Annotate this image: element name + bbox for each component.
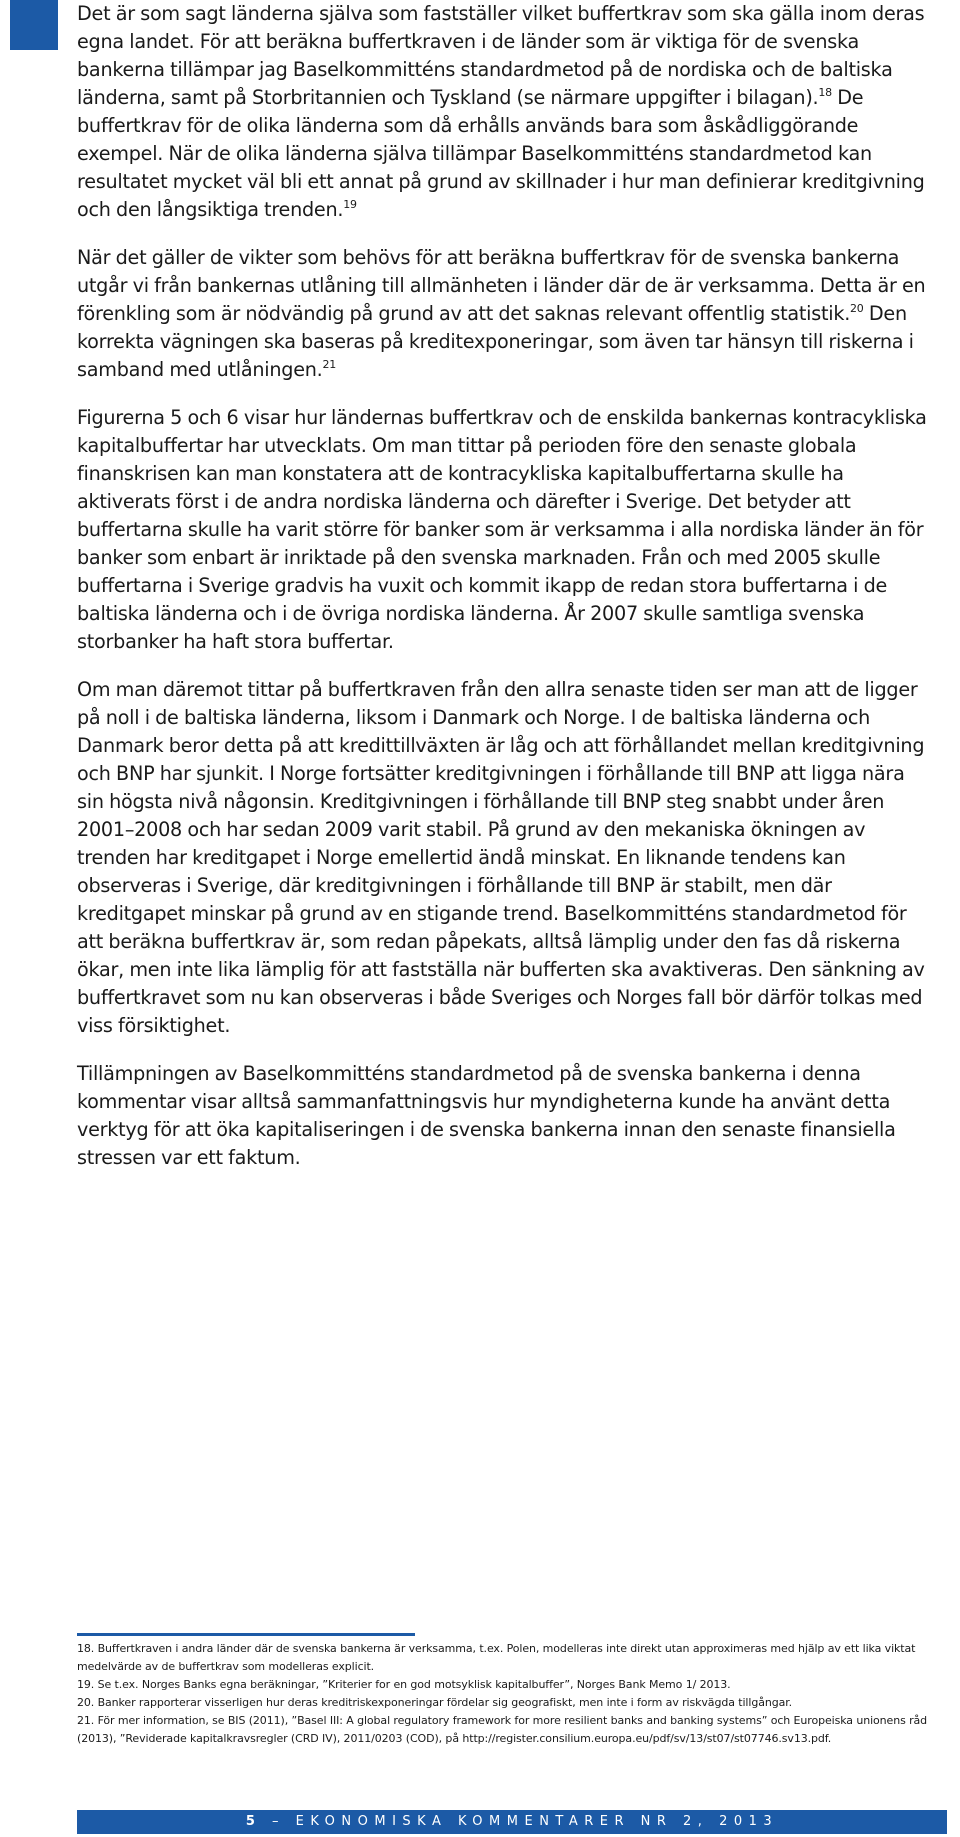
- text-run: Tillämpningen av Baselkommitténs standardmetod på de svenska bankerna i denna kommentar visar alltså sammanfattningsvis hur myndigheterna kunde ha använt detta verktyg för att öka kapitaliseringen i de svenska bankerna innan den senaste finansiella stressen var ett faktum.: [77, 1062, 896, 1169]
- body-text: [77, 0, 935, 1192]
- paragraph: [77, 404, 935, 656]
- footnote-ref: 20: [850, 301, 864, 315]
- paragraph: [77, 676, 935, 1040]
- text-run: Figurerna 5 och 6 visar hur ländernas buffertkrav och de enskilda bankernas kontracykliska kapitalbuffertar har utvecklats. Om man tittar på perioden före den senaste globala finanskrisen kan man konstatera att de kontracykliska kapitalbuffertarna skulle ha aktiverats först i de andra nordiska länderna och därefter i Sverige. Det betyder att buffertarna skulle ha varit större för banker som är verksamma i alla nordiska länder än för banker som enbart är inriktade på den svenska marknaden. Från och med 2005 skulle buffertarna i Sverige gradvis ha vuxit och kommit ikapp de redan stora buffertarna i de baltiska länderna och i de övriga nordiska länderna. År 2007 skulle samtliga svenska storbanker ha haft stora buffertar.: [77, 406, 927, 653]
- page-number: 5: [245, 1814, 262, 1829]
- footnote-18: 18. Buffertkraven i andra länder där de svenska bankerna är verksamma, t.ex. Polen, modelleras inte direkt utan approximeras med hjälp av ett lika viktat medelvärde av de buffertkrav som modelleras explicit.: [77, 1642, 916, 1673]
- footnote-ref: 21: [322, 357, 337, 371]
- footer-separator: –: [272, 1814, 286, 1829]
- footnote-19: 19. Se t.ex. Norges Banks egna beräkningar, ”Kriterier for en god motsyklisk kapitalbuffer”, Norges Bank Memo 1/ 2013.: [77, 1678, 731, 1691]
- footnote-ref: 18: [818, 85, 832, 99]
- text-run: Om man däremot tittar på buffertkraven från den allra senaste tiden ser man att de ligger på noll i de baltiska länderna, liksom i Danmark och Norge. I de baltiska länderna och Danmark beror detta på att kredittillväxten är låg och att förhållandet mellan kreditgivning och BNP har sjunkit. I Norge fortsätter kreditgivningen i förhållande till BNP att ligga nära sin högsta nivå någonsin. Kreditgivningen i förhållande till BNP steg snabbt under åren 2001–2008 och har sedan 2009 varit stabil. På grund av den mekaniska ökningen av trenden har kreditgapet i Norge emellertid ändå minskat. En liknande tendens kan observeras i Sverige, där kreditgivningen i förhållande till BNP är stabilt, men där kreditgapet minskar på grund av en stigande trend. Baselkommitténs standardmetod för att beräkna buffertkrav är, som redan påpekats, alltså lämplig under den fas då riskerna ökar, men inte lika lämplig för att fastställa när bufferten ska avaktiveras. Den sänkning av buffertkravet som nu kan observeras i både Sveriges och Norges fall bör därför tolkas med viss försiktighet.: [77, 678, 925, 1037]
- footnote-21: 21. För mer information, se BIS (2011), ”Basel III: A global regulatory framework for more resilient banks and banking systems” och Europeiska unionens råd (2013), ”Reviderade kapitalkravsregler (CRD IV), 2011/0203 (COD), på http://register.consilium.europa.eu/pdf/sv/13/st07/st07746.sv13.pdf.: [77, 1714, 928, 1745]
- page-footer: [77, 1810, 947, 1834]
- text-run: De buffertkrav för de olika länderna som då erhålls används bara som åskådliggörande exempel. När de olika länderna själva tillämpar Baselkommitténs standardmetod kan resultatet mycket väl bli ett annat på grund av skillnader i hur man definierar kreditgivning och den långsiktiga trenden.: [77, 86, 925, 221]
- publication-title: EKONOMISKA KOMMENTARER NR 2, 2013: [295, 1814, 779, 1829]
- text-run: Det är som sagt länderna själva som fastställer vilket buffertkrav som ska gälla inom deras egna landet. För att beräkna buffertkraven i de länder som är viktiga för de svenska bankerna tillämpar jag Baselkommitténs standardmetod på de nordiska och de baltiska länderna, samt på Storbritannien och Tyskland (se närmare uppgifter i bilagan).: [77, 2, 925, 109]
- footnote-ref: 19: [343, 197, 357, 211]
- text-run: När det gäller de vikter som behövs för att beräkna buffertkrav för de svenska bankerna utgår vi från bankernas utlåning till allmänheten i länder där de är verksamma. Detta är en förenkling som är nödvändig på grund av att det saknas relevant offentlig statistik.: [77, 246, 926, 325]
- paragraph: [77, 0, 935, 224]
- text-run: Den korrekta vägningen ska baseras på kreditexponeringar, som även tar hänsyn till riskerna i samband med utlåningen.: [77, 302, 914, 381]
- paragraph: [77, 1060, 935, 1172]
- footnote-20: 20. Banker rapporterar visserligen hur deras kreditriskexponeringar fördelar sig geografiskt, men inte i form av riskvägda tillgångar.: [77, 1696, 793, 1709]
- paragraph: [77, 244, 935, 384]
- footnote-divider: [77, 1633, 415, 1636]
- corner-accent-square: [10, 0, 58, 50]
- footnotes: [77, 1640, 947, 1748]
